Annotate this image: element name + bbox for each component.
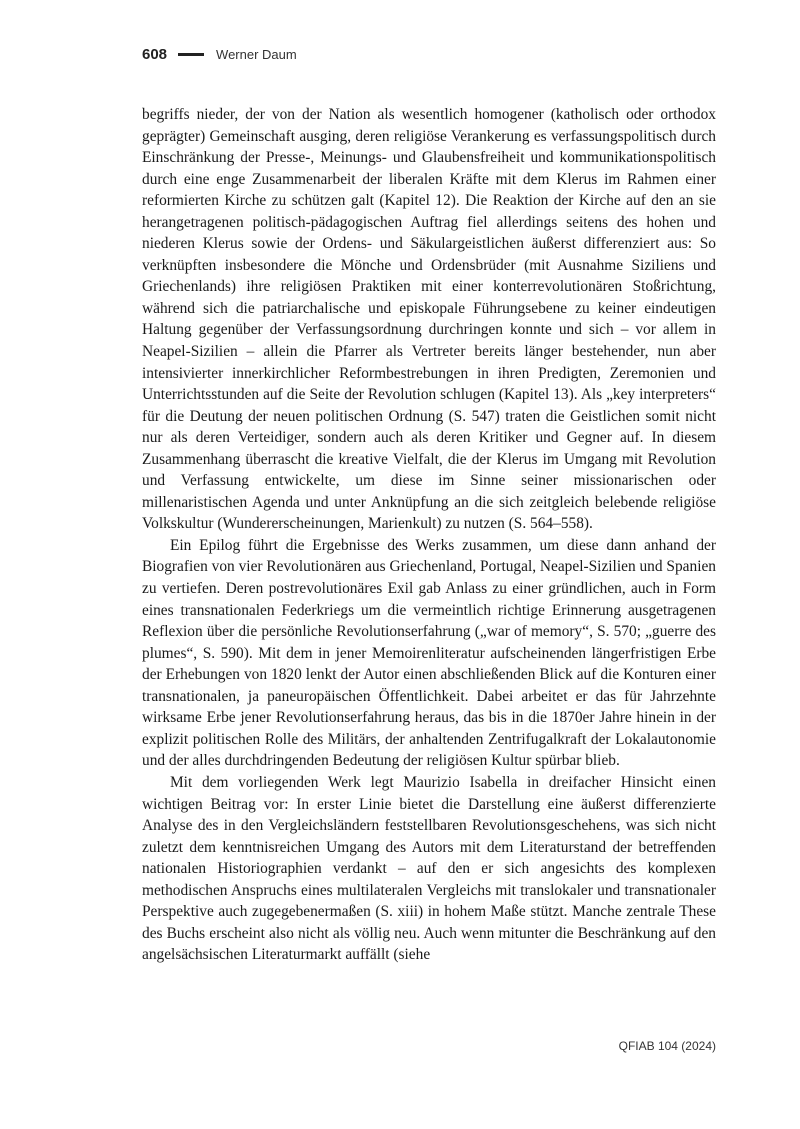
body-text bbox=[142, 104, 716, 966]
journal-footer: QFIAB 104 (2024) bbox=[618, 1039, 716, 1053]
running-header bbox=[142, 44, 297, 64]
paragraph-3: Mit dem vorliegenden Werk legt Maurizio Isabella in dreifacher Hinsicht einen wichtigen Beitrag vor: In erster Linie bietet die Darstellung eine äußerst differenzierte Analyse des in den Vergleichsländern feststellbaren Revolutionsgeschehens, was sich nicht zuletzt dem kenntnisreichen Umgang des Autors mit dem Literaturstand der betreffenden nationalen Historiographien verdankt – auf den er sich angesichts des komplexen methodischen Anspruchs eines multilateralen Vergleichs mit translokaler und transnationaler Perspektive auch zugegebenermaßen (S. xiii) in hohem Maße stützt. Manche zentrale These des Buchs erscheint also nicht als völlig neu. Auch wenn mitunter die Beschränkung auf den angelsächsischen Literaturmarkt auffällt (siehe bbox=[142, 773, 716, 964]
running-author: Werner Daum bbox=[216, 46, 297, 62]
paragraph-2: Ein Epilog führt die Ergebnisse des Werks zusammen, um diese dann anhand der Biografien von vier Revolutionären aus Griechenland, Portugal, Neapel-Sizilien und Spanien zu vertiefen. Deren postrevolutionäres Exil gab Anlass zu einer gründlichen, auch in Form eines transnationalen Federkriegs um die vermeintlich richtige Erinnerung ausgetragenen Reflexion über die persönliche Revolutionserfahrung („war of memory“, S. 570; „guerre des plumes“, S. 590). Mit dem in jener Memoirenliteratur aufscheinenden längerfristigen Erbe der Erhebungen von 1820 lenkt der Autor einen abschließenden Blick auf die Konturen einer transnationalen, ja paneuropäischen Öffentlichkeit. Dabei arbeitet er das für Jahrzehnte wirksame Erbe jener Revolutionserfahrung heraus, das bis in die 1870er Jahre hinein in der explizit politischen Rolle des Militärs, der anhaltenden Zentrifugalkraft der Lokalautonomie und der alles durchdringenden Bedeutung der religiösen Kultur spürbar blieb. bbox=[142, 536, 716, 770]
page-number: 608 bbox=[142, 45, 168, 63]
paragraph-1: begriffs nieder, der von der Nation als wesentlich homogener (katholisch oder orthodox geprägter) Gemeinschaft ausging, deren religiöse Verankerung es verfassungspolitisch durch Einschränkung der Presse-, Meinungs- und Glaubensfreiheit und kommunikationspolitisch durch eine enge Zusammenarbeit der liberalen Kräfte mit dem Klerus im Rahmen einer reformierten Kirche zu schützen galt (Kapitel 12). Die Reaktion der Kirche auf den an sie herangetragenen politisch-pädagogischen Auftrag fiel allerdings seitens des hohen und niederen Klerus sowie der Ordens- und Säkulargeistlichen äußerst differenziert aus: So verknüpften insbesondere die Mönche und Ordensbrüder (mit Ausnahme Siziliens und Griechenlands) ihre religiösen Praktiken mit einer konterrevolutionären Stoßrichtung, während sich die patriarchalische und episkopale Führungsebene zu keiner eindeutigen Haltung gegenüber der Verfassungsordnung durchringen konnte und sich – vor allem in Neapel-Sizilien – allein die Pfarrer als Vertreter bereits länger bestehender, nun aber intensivierter innerkirchlicher Reformbestrebungen in ihren Predigten, Zeremonien und Unterrichtsstunden auf die Seite der Revolution schlugen (Kapitel 13). Als „key interpreters“ für die Deutung der neuen politischen Ordnung (S. 547) traten die Geistlichen somit nicht nur als deren Verteidiger, sondern auch als deren Kritiker und Gegner auf. In diesem Zusammenhang überrascht die kreative Vielfalt, die der Klerus im Umgang mit Revolution und Verfassung entwickelte, um diese im Sinne seiner missionarischen oder millenaristischen Agenda und unter Anknüpfung an die sich zeitgleich belebende religiöse Volkskultur (Wundererscheinungen, Marienkult) zu nutzen (S. 564–558). bbox=[142, 106, 716, 533]
header-rule bbox=[178, 53, 204, 56]
